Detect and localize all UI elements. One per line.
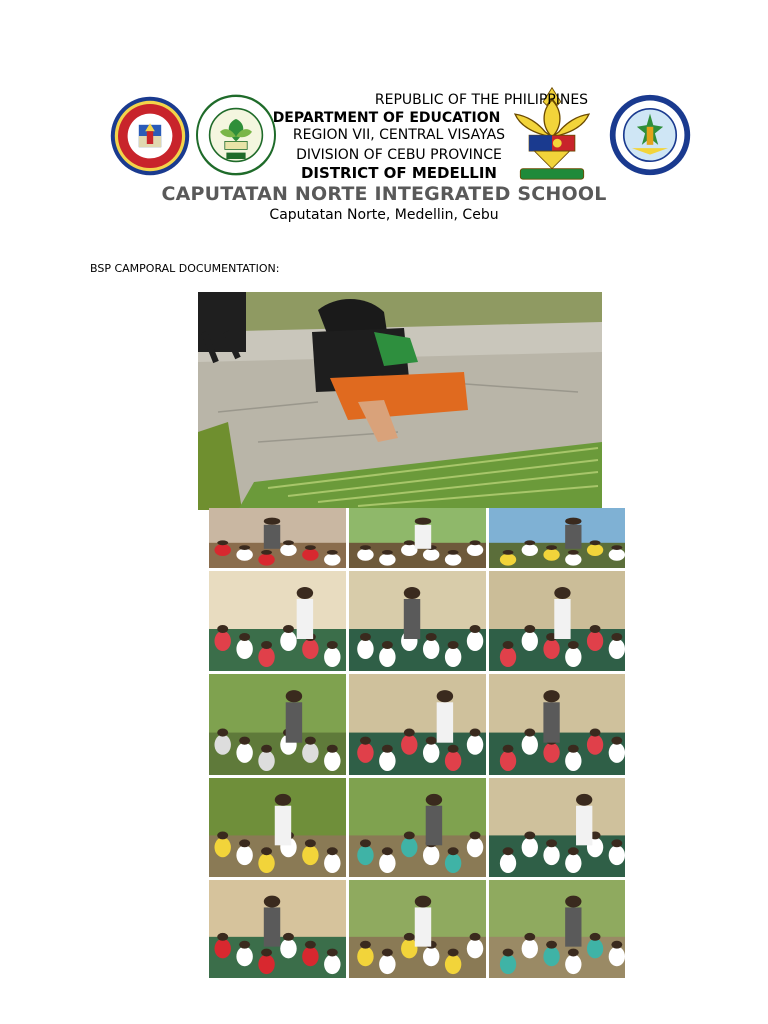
collage-photo xyxy=(489,571,625,671)
school-address: Caputatan Norte, Medellin, Cebu xyxy=(269,207,499,223)
header-department: DEPARTMENT OF EDUCATION xyxy=(272,110,501,126)
collage-photo xyxy=(209,674,346,775)
collage-photo xyxy=(489,674,625,775)
collage-photo xyxy=(349,778,486,877)
collage-photo xyxy=(489,508,625,568)
documentation-caption: BSP CAMPORAL DOCUMENTATION: xyxy=(90,262,280,275)
main-photo-palm-weaving xyxy=(198,292,602,510)
collage-photo xyxy=(489,778,625,877)
collage-photo xyxy=(349,880,486,978)
photo-collage xyxy=(209,508,625,978)
collage-photo xyxy=(209,508,346,568)
collage-photo xyxy=(349,674,486,775)
collage-photo xyxy=(209,571,346,671)
header-region: REGION VII, CENTRAL VISAYAS xyxy=(292,127,506,143)
school-name: CAPUTATAN NORTE INTEGRATED SCHOOL xyxy=(161,183,607,205)
collage-photo xyxy=(209,880,346,978)
header-republic: REPUBLIC OF THE PHILIPPINES xyxy=(374,92,589,108)
collage-photo xyxy=(349,508,486,568)
header-district: DISTRICT OF MEDELLIN xyxy=(300,164,497,182)
collage-photo xyxy=(349,571,486,671)
collage-photo xyxy=(209,778,346,877)
collage-photo xyxy=(489,880,625,978)
header-division: DIVISION OF CEBU PROVINCE xyxy=(296,147,502,163)
